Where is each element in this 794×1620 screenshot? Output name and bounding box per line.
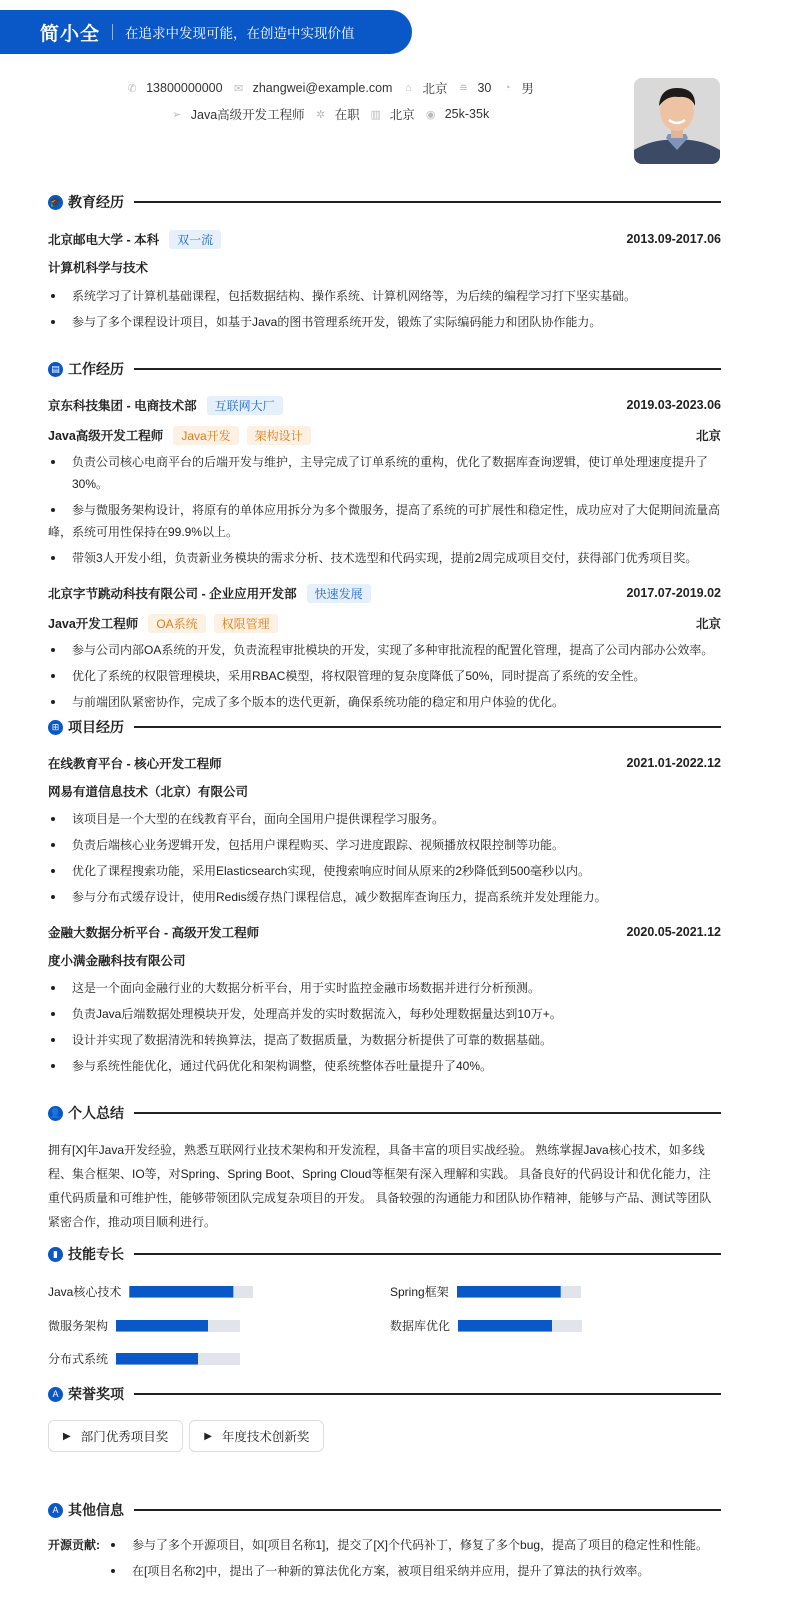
list-item: 参与公司内部OA系统的开发，负责流程审批模块的开发，实现了多种审批流程的配置化管理，提高了公司内部办公效率。 (48, 639, 721, 661)
chart-icon: ▮ (48, 1247, 63, 1262)
skill-bar (457, 1286, 581, 1298)
project-name: 金融大数据分析平台 - 高级开发工程师 (48, 926, 260, 940)
contact-gender: ◔ 男 (501, 79, 534, 97)
award-item: ▶ 部门优秀项目奖 (48, 1420, 183, 1452)
project-bullets (48, 808, 721, 908)
gender-icon: ◔ (504, 82, 511, 94)
open-source-row (48, 1534, 721, 1582)
section-title: 个人总结 (68, 1105, 124, 1121)
list-item: 优化了课程搜索功能，采用Elasticsearch实现，使搜索响应时间从原来的2秒降低到500毫秒以内。 (48, 860, 721, 882)
section-title: 技能专长 (68, 1246, 124, 1262)
skill-db-optimization (390, 1317, 582, 1334)
job-city: ▥ 北京 (370, 108, 415, 122)
avatar (634, 78, 720, 164)
briefcase-icon: ▤ (48, 362, 63, 377)
send-icon: ➢ (172, 108, 182, 121)
divider (134, 1509, 721, 1511)
section-title: 教育经历 (68, 194, 124, 210)
skill-bar-fill (116, 1353, 198, 1365)
job-role-row (48, 613, 721, 633)
list-item: 负责公司核心电商平台的后端开发与维护，主导完成了订单系统的重构，优化了数据库查询逻辑，使订单处理速度提升了30%。 (48, 451, 721, 495)
contact-line-2 (0, 105, 660, 123)
company-tag: 互联网大厂 (207, 396, 283, 415)
other-section (48, 1500, 721, 1582)
job-target: ➢ Java高级开发工程师 (172, 108, 305, 122)
job-header (48, 583, 721, 603)
project-name: 在线教育平台 - 核心开发工程师 (48, 757, 222, 771)
skill-microservices (48, 1317, 240, 1334)
list-item: 参与微服务架构设计，将原有的单体应用拆分为多个微服务，提高了系统的可扩展性和稳定性，成功应对了大促期间流量高峰，系统可用性保持在99.9%以上。 (48, 499, 721, 543)
open-source-label: 开源贡献: (48, 1538, 100, 1552)
job-role-row (48, 425, 721, 445)
contact-age: ≘ 30 (458, 81, 492, 95)
list-item: 与前端团队紧密协作，完成了多个版本的迭代更新，确保系统功能的稳定和用户体验的优化。 (48, 691, 721, 713)
list-item: 这是一个面向金融行业的大数据分析平台，用于实时监控金融市场数据并进行分析预测。 (48, 977, 721, 999)
work-section (48, 359, 721, 713)
major: 计算机科学与技术 (48, 261, 149, 275)
skill-bar-fill (116, 1320, 208, 1332)
job-role: Java开发工程师 (48, 617, 139, 631)
school-name: 北京邮电大学 - 本科 (48, 233, 160, 247)
job-bullets (48, 639, 721, 713)
skill-distributed (48, 1350, 240, 1367)
list-item: 负责Java后端数据处理模块开发，处理高并发的实时数据流入，每秒处理数据量达到10万+。 (48, 1003, 721, 1025)
section-header (48, 717, 721, 737)
divider (134, 726, 721, 728)
salary-icon: ◉ (425, 108, 436, 121)
list-item: 带领3人开发小组，负责新业务模块的需求分析、技术选型和代码实现，提前2周完成项目交付，获得部门优秀项目奖。 (48, 547, 721, 569)
education-section (48, 192, 721, 333)
contact-home: ⌂ 北京 (402, 79, 447, 97)
skill-bar-fill (458, 1320, 552, 1332)
skill-name: Java核心技术 (48, 1285, 122, 1299)
building-icon: ▥ (370, 108, 381, 121)
project-header (48, 753, 721, 773)
skill-name: 微服务架构 (48, 1319, 109, 1333)
project-bullets (48, 977, 721, 1077)
divider (134, 1112, 721, 1114)
candidate-name: 简小全 (40, 23, 101, 45)
contact-email[interactable]: ✉ zhangwei@example.com (233, 81, 393, 95)
age-icon: ≘ (458, 82, 469, 95)
header-banner (0, 10, 412, 54)
project-company: 网易有道信息技术（北京）有限公司 (48, 785, 249, 799)
skill-name: 数据库优化 (390, 1319, 451, 1333)
section-header (48, 359, 721, 379)
skill-bar (129, 1286, 253, 1298)
list-item: 参与系统性能优化，通过代码优化和架构调整，使系统整体吞吐量提升了40%。 (48, 1055, 721, 1077)
list-item: 设计并实现了数据清洗和转换算法，提高了数据质量，为数据分析提供了可靠的数据基础。 (48, 1029, 721, 1051)
section-header (48, 1244, 721, 1264)
skill-bar-fill (457, 1286, 561, 1298)
section-title: 荣誉奖项 (68, 1386, 124, 1402)
summary-section (48, 1103, 721, 1234)
list-item: 在[项目名称2]中，提出了一种新的算法优化方案，被项目组采纳并应用，提升了算法的执行效率。 (108, 1560, 708, 1582)
motto: 在追求中发现可能，在创造中实现价值 (125, 26, 355, 41)
list-item: 参与了多个课程设计项目，如基于Java的图书管理系统开发，锻炼了实际编码能力和团队协作能力。 (48, 311, 721, 333)
education-entry (48, 229, 721, 249)
divider (134, 1253, 721, 1255)
list-item: 优化了系统的权限管理模块，采用RBAC模型，将权限管理的复杂度降低了50%，同时提高了系统的安全性。 (48, 665, 721, 687)
job-date: 2019.03-2023.06 (626, 398, 721, 412)
home-icon: ⌂ (405, 82, 412, 94)
contact-line-1 (0, 79, 660, 97)
skill-bar-fill (129, 1286, 233, 1298)
education-bullets (48, 285, 721, 333)
skill-bar (116, 1320, 240, 1332)
school-tag: 双一流 (169, 230, 221, 249)
company-tag: 快速发展 (307, 584, 371, 603)
education-date: 2013.09-2017.06 (626, 232, 721, 246)
company-name: 北京字节跳动科技有限公司 - 企业应用开发部 (48, 587, 297, 601)
list-item: 参与分布式缓存设计，使用Redis缓存热门课程信息，减少数据库查询压力，提高系统并发处理能力。 (48, 886, 721, 908)
skill-tag: 权限管理 (214, 614, 278, 633)
section-header (48, 1500, 721, 1520)
job-role: Java高级开发工程师 (48, 429, 164, 443)
list-item: 负责后端核心业务逻辑开发，包括用户课程购买、学习进度跟踪、视频播放权限控制等功能。 (48, 834, 721, 856)
grid-icon: ⊞ (48, 720, 63, 735)
skill-tag: OA系统 (148, 614, 205, 633)
graduation-cap-icon: 🎓 (48, 195, 63, 210)
expected-salary: ◉ 25k-35k (425, 107, 490, 121)
skill-name: Spring框架 (390, 1285, 449, 1299)
job-date: 2017.07-2019.02 (626, 586, 721, 600)
job-bullets (48, 451, 721, 569)
section-header (48, 1103, 721, 1123)
project-header (48, 922, 721, 942)
job-city: 北京 (695, 429, 721, 443)
contact-phone: ✆ 13800000000 (127, 81, 223, 95)
phone-icon: ✆ (127, 82, 137, 95)
awards-section (48, 1384, 721, 1452)
list-item: 参与了多个开源项目，如[项目名称1]，提交了[X]个代码补丁，修复了多个bug，提高了项目的稳定性和性能。 (108, 1534, 708, 1556)
play-icon: ▶ (63, 1430, 71, 1442)
project-date: 2021.01-2022.12 (626, 756, 721, 770)
skill-name: 分布式系统 (48, 1352, 109, 1366)
list-item: 该项目是一个大型的在线教育平台，面向全国用户提供课程学习服务。 (48, 808, 721, 830)
divider (134, 1393, 721, 1395)
open-source-bullets (108, 1534, 708, 1582)
company-name: 京东科技集团 - 电商技术部 (48, 399, 197, 413)
project-date: 2020.05-2021.12 (626, 925, 721, 939)
projects-section (48, 717, 721, 1077)
award-icon: A (48, 1387, 63, 1402)
skill-tag: Java开发 (173, 426, 238, 445)
job-status: ✲ 在职 (316, 108, 360, 122)
skill-bar (116, 1353, 240, 1365)
section-title: 工作经历 (68, 361, 124, 377)
divider (112, 24, 113, 40)
list-item: 系统学习了计算机基础课程，包括数据结构、操作系统、计算机网络等，为后续的编程学习打下坚实基础。 (48, 285, 721, 307)
skill-java-core (48, 1283, 253, 1300)
summary-text: 拥有[X]年Java开发经验，熟悉互联网行业技术架构和开发流程，具备丰富的项目实战经验。 熟练掌握Java核心技术，如多线程、集合框架、IO等，对Spring、Spring Boot、Spring Cloud等框架有深入理解和实践。 具备良好的代码设计和优化能力，注重代码质量和可维护性，能够带领团队完成复杂项目的开发。 具备较强的沟通能力和团队协作精神，能够与产品、测试等团队紧密合作，推动项目顺利进行。 (48, 1143, 712, 1229)
job-city: 北京 (695, 617, 721, 631)
user-icon: 👤 (48, 1106, 63, 1121)
skill-tag: 架构设计 (247, 426, 311, 445)
skill-bar (458, 1320, 582, 1332)
section-header (48, 1384, 721, 1404)
job-header (48, 395, 721, 415)
section-header (48, 192, 721, 212)
skill-spring (390, 1283, 581, 1300)
section-title: 项目经历 (68, 719, 124, 735)
play-icon: ▶ (204, 1430, 212, 1442)
divider (134, 201, 721, 203)
award-item: ▶ 年度技术创新奖 (189, 1420, 324, 1452)
section-title: 其他信息 (68, 1502, 124, 1518)
mail-icon: ✉ (233, 82, 244, 95)
divider (134, 368, 721, 370)
skills-section (48, 1244, 721, 1264)
status-icon: ✲ (316, 108, 326, 121)
awards-list (48, 1420, 721, 1452)
project-company: 度小满金融科技有限公司 (48, 954, 186, 968)
info-icon: A (48, 1503, 63, 1518)
